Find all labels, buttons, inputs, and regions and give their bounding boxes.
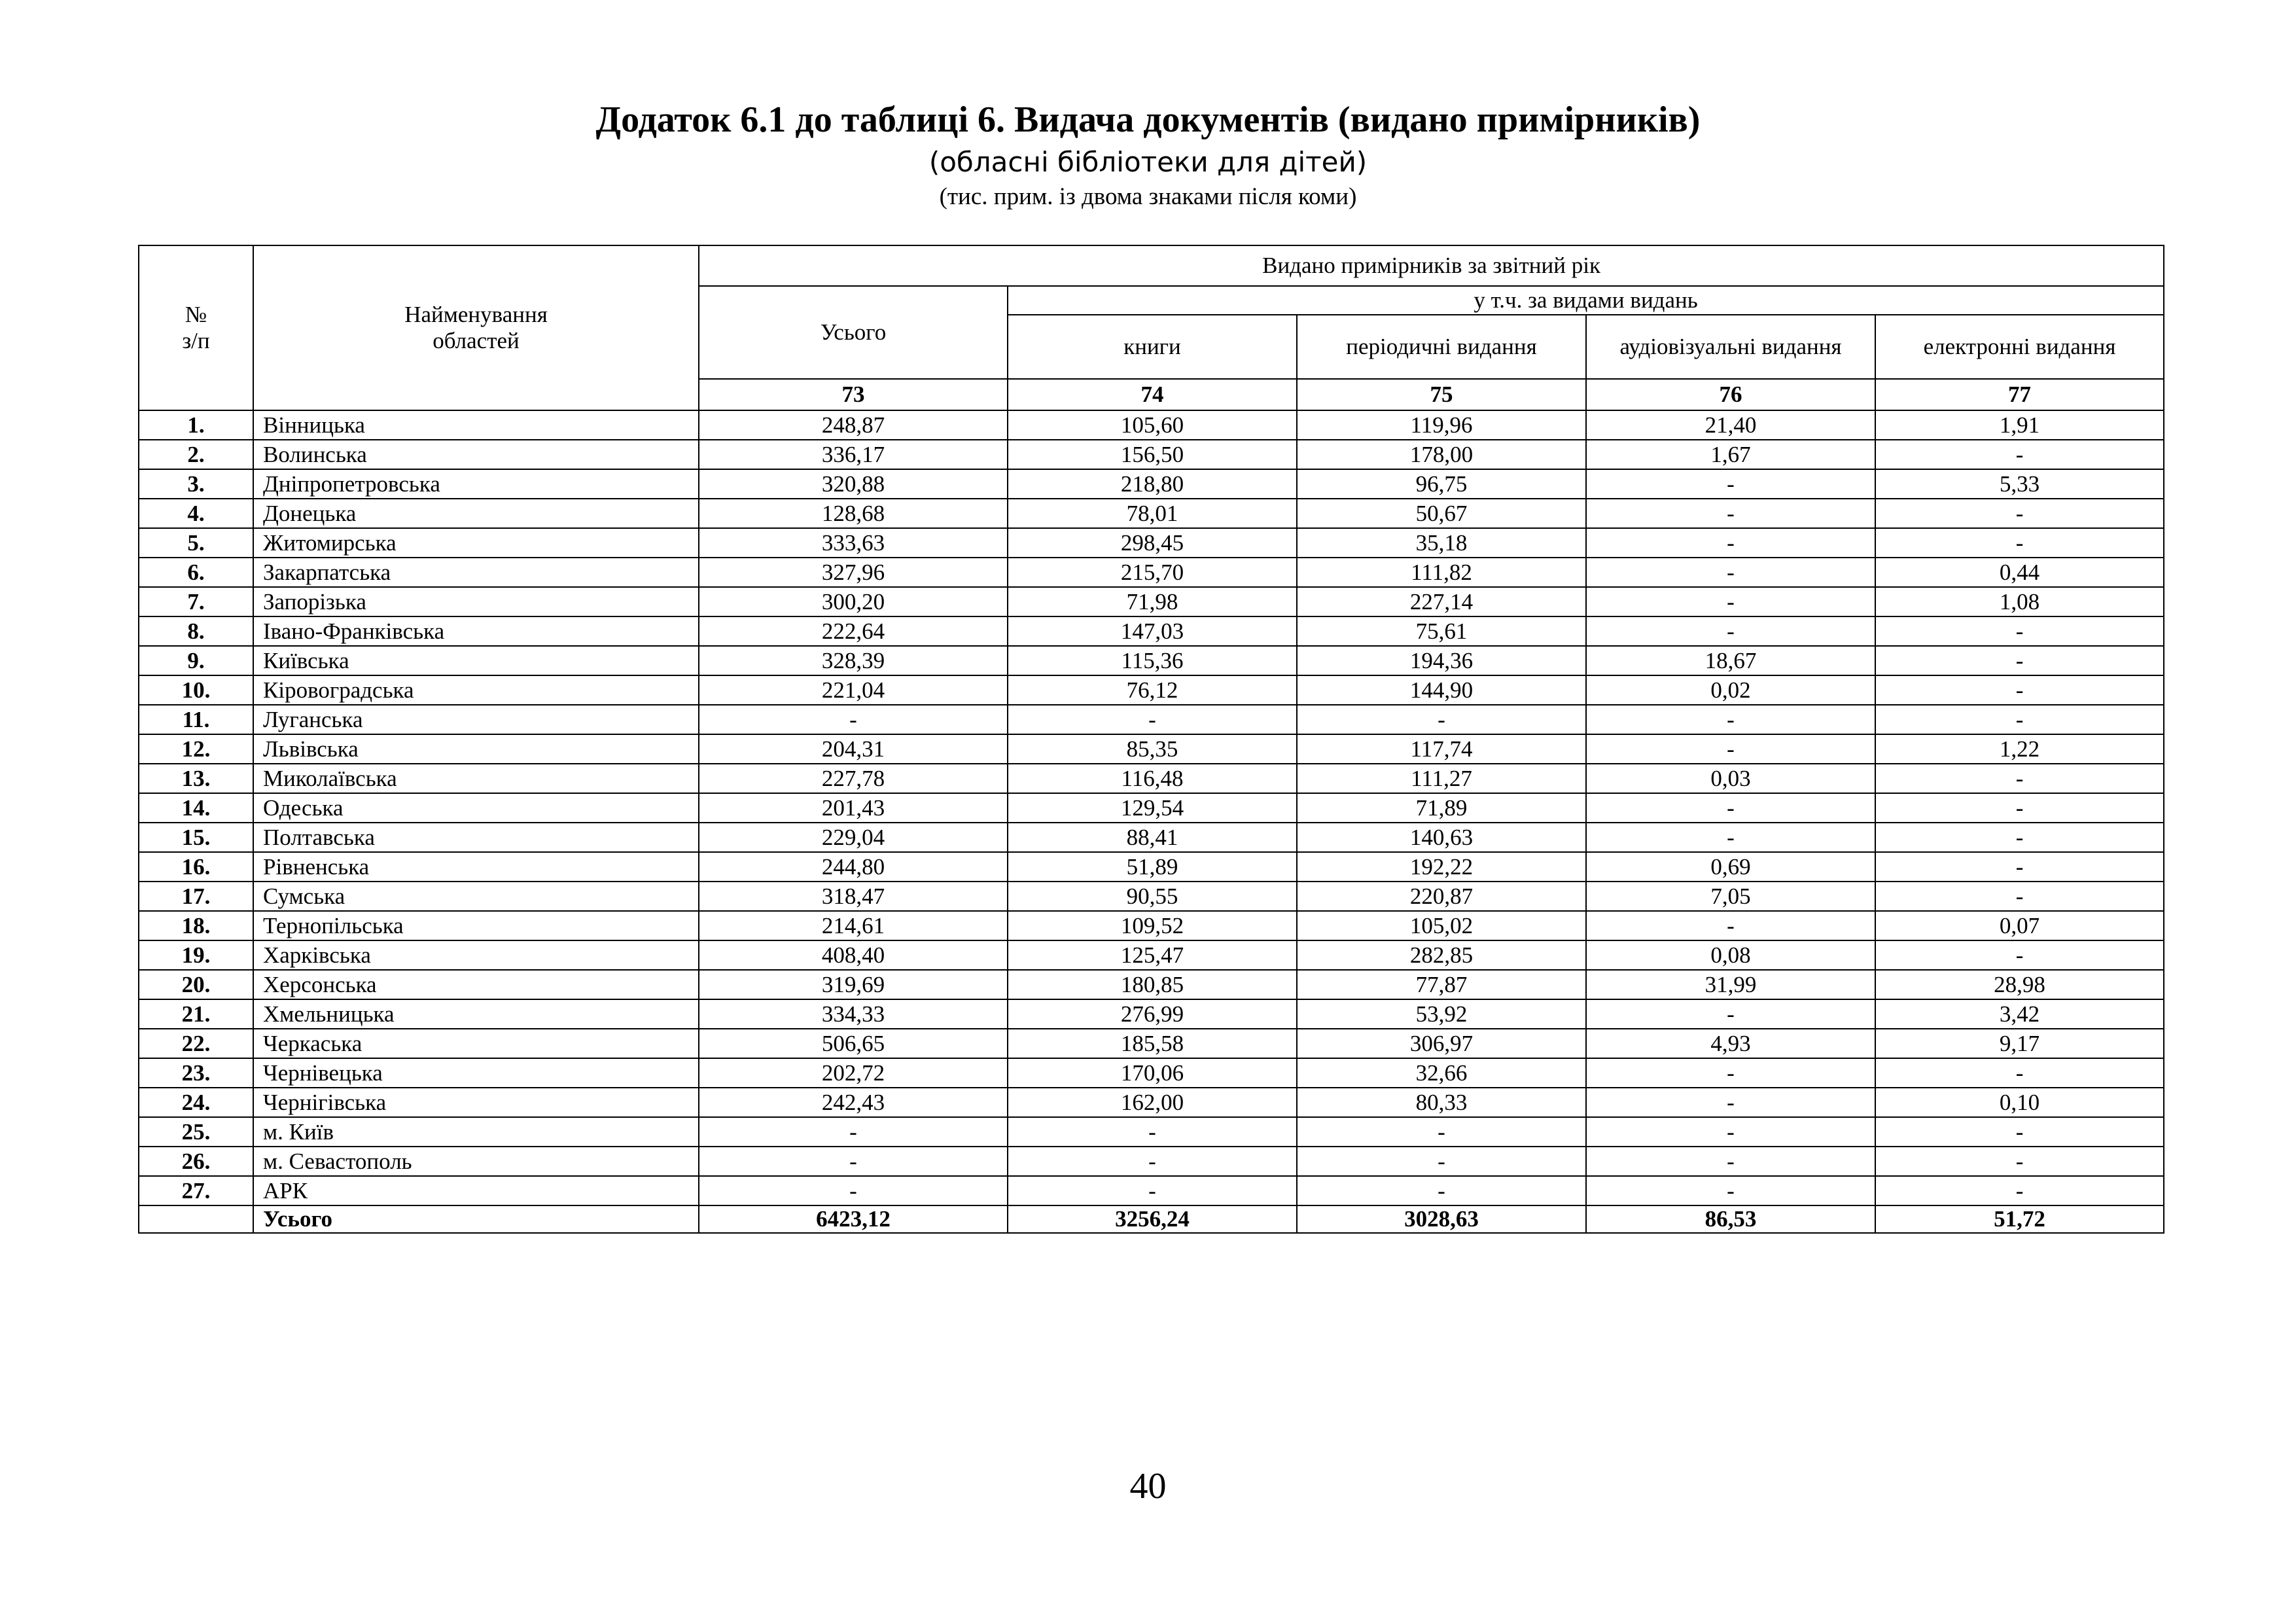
books-cell: 215,70 [1008, 558, 1297, 587]
col-number: 75 [1297, 379, 1586, 410]
periodicals-cell: 96,75 [1297, 469, 1586, 499]
region-name: Чернівецька [253, 1058, 699, 1088]
row-number: 25. [139, 1117, 253, 1147]
row-number: 6. [139, 558, 253, 587]
audiovisual-cell: 18,67 [1586, 646, 1875, 675]
row-number: 2. [139, 440, 253, 469]
table-row [139, 1117, 2164, 1147]
table-row [139, 646, 2164, 675]
region-name: Житомирська [253, 528, 699, 558]
books-cell: 298,45 [1008, 528, 1297, 558]
row-number: 12. [139, 734, 253, 764]
audiovisual-cell: 0,03 [1586, 764, 1875, 793]
col-number: 73 [699, 379, 1008, 410]
row-number: 19. [139, 940, 253, 970]
books-cell: 218,80 [1008, 469, 1297, 499]
row-number: 4. [139, 499, 253, 528]
row-number: 5. [139, 528, 253, 558]
table-row [139, 587, 2164, 616]
row-number: 7. [139, 587, 253, 616]
region-name: Кіровоградська [253, 675, 699, 705]
books-cell: 71,98 [1008, 587, 1297, 616]
region-name: Запорізька [253, 587, 699, 616]
books-cell: 116,48 [1008, 764, 1297, 793]
row-number: 10. [139, 675, 253, 705]
audiovisual-cell: - [1586, 705, 1875, 734]
region-name: Сумська [253, 882, 699, 911]
electronic-cell: 5,33 [1875, 469, 2164, 499]
row-number: 17. [139, 882, 253, 911]
row-number: 13. [139, 764, 253, 793]
region-name: АРК [253, 1176, 699, 1205]
row-number: 18. [139, 911, 253, 940]
electronic-cell: - [1875, 675, 2164, 705]
electronic-cell: 0,10 [1875, 1088, 2164, 1117]
total-cell: 204,31 [699, 734, 1008, 764]
table-row [139, 1058, 2164, 1088]
col-number: 74 [1008, 379, 1297, 410]
periodicals-cell: 77,87 [1297, 970, 1586, 999]
header-books: книги [1008, 315, 1297, 379]
table-row [139, 528, 2164, 558]
total-cell: 334,33 [699, 999, 1008, 1029]
books-cell: 162,00 [1008, 1088, 1297, 1117]
table-row [139, 705, 2164, 734]
header-total: Усього [699, 286, 1008, 379]
table-row [139, 1147, 2164, 1176]
electronic-cell: - [1875, 528, 2164, 558]
periodicals-cell: 71,89 [1297, 793, 1586, 823]
totals-audiovisual: 86,53 [1586, 1205, 1875, 1233]
audiovisual-cell: 7,05 [1586, 882, 1875, 911]
total-cell: 300,20 [699, 587, 1008, 616]
table-row [139, 440, 2164, 469]
electronic-cell: - [1875, 705, 2164, 734]
table-row [139, 940, 2164, 970]
region-name: Луганська [253, 705, 699, 734]
periodicals-cell: - [1297, 1176, 1586, 1205]
books-cell: 125,47 [1008, 940, 1297, 970]
region-name: Хмельницька [253, 999, 699, 1029]
periodicals-cell: 111,82 [1297, 558, 1586, 587]
periodicals-cell: 117,74 [1297, 734, 1586, 764]
totals-periodicals: 3028,63 [1297, 1205, 1586, 1233]
total-cell: 202,72 [699, 1058, 1008, 1088]
total-cell: - [699, 705, 1008, 734]
periodicals-cell: 178,00 [1297, 440, 1586, 469]
electronic-cell: - [1875, 793, 2164, 823]
row-number: 26. [139, 1147, 253, 1176]
total-cell: 201,43 [699, 793, 1008, 823]
table-row [139, 1176, 2164, 1205]
region-name: Херсонська [253, 970, 699, 999]
periodicals-cell: 75,61 [1297, 616, 1586, 646]
region-name: Волинська [253, 440, 699, 469]
electronic-cell: 1,91 [1875, 410, 2164, 440]
table-row [139, 764, 2164, 793]
books-cell: 129,54 [1008, 793, 1297, 823]
header-no: № з/п [139, 245, 253, 410]
totals-electronic: 51,72 [1875, 1205, 2164, 1233]
books-cell: 115,36 [1008, 646, 1297, 675]
electronic-cell: - [1875, 940, 2164, 970]
electronic-cell: - [1875, 823, 2164, 852]
periodicals-cell: 35,18 [1297, 528, 1586, 558]
audiovisual-cell: - [1586, 999, 1875, 1029]
region-name: м. Севастополь [253, 1147, 699, 1176]
total-cell: 229,04 [699, 823, 1008, 852]
audiovisual-cell: - [1586, 793, 1875, 823]
row-number: 20. [139, 970, 253, 999]
total-cell: - [699, 1147, 1008, 1176]
region-name: м. Київ [253, 1117, 699, 1147]
books-cell: 185,58 [1008, 1029, 1297, 1058]
periodicals-cell: 306,97 [1297, 1029, 1586, 1058]
electronic-cell: 9,17 [1875, 1029, 2164, 1058]
totals-total: 6423,12 [699, 1205, 1008, 1233]
row-number: 22. [139, 1029, 253, 1058]
periodicals-cell: 53,92 [1297, 999, 1586, 1029]
audiovisual-cell: - [1586, 587, 1875, 616]
books-cell: 109,52 [1008, 911, 1297, 940]
total-cell: 319,69 [699, 970, 1008, 999]
audiovisual-cell: 31,99 [1586, 970, 1875, 999]
books-cell: 180,85 [1008, 970, 1297, 999]
region-name: Вінницька [253, 410, 699, 440]
electronic-cell: - [1875, 882, 2164, 911]
header-by-type: у т.ч. за видами видань [1008, 286, 2164, 315]
totals-row [139, 1205, 2164, 1233]
region-name: Харківська [253, 940, 699, 970]
periodicals-cell: 50,67 [1297, 499, 1586, 528]
table-row [139, 1088, 2164, 1117]
row-number: 24. [139, 1088, 253, 1117]
periodicals-cell: 105,02 [1297, 911, 1586, 940]
books-cell: 76,12 [1008, 675, 1297, 705]
region-name: Київська [253, 646, 699, 675]
total-cell: 248,87 [699, 410, 1008, 440]
audiovisual-cell: - [1586, 528, 1875, 558]
audiovisual-cell: 4,93 [1586, 1029, 1875, 1058]
total-cell: 327,96 [699, 558, 1008, 587]
electronic-cell: 3,42 [1875, 999, 2164, 1029]
electronic-cell: - [1875, 499, 2164, 528]
periodicals-cell: 192,22 [1297, 852, 1586, 882]
books-cell: 78,01 [1008, 499, 1297, 528]
region-name: Миколаївська [253, 764, 699, 793]
total-cell: 408,40 [699, 940, 1008, 970]
total-cell: 244,80 [699, 852, 1008, 882]
units-note: (тис. прим. із двома знаками після коми) [939, 183, 1357, 210]
books-cell: 85,35 [1008, 734, 1297, 764]
electronic-cell: - [1875, 1147, 2164, 1176]
books-cell: 88,41 [1008, 823, 1297, 852]
total-cell: 222,64 [699, 616, 1008, 646]
books-cell: 51,89 [1008, 852, 1297, 882]
total-cell: 128,68 [699, 499, 1008, 528]
row-number: 16. [139, 852, 253, 882]
row-number: 14. [139, 793, 253, 823]
electronic-cell: - [1875, 440, 2164, 469]
periodicals-cell: 111,27 [1297, 764, 1586, 793]
periodicals-cell: 32,66 [1297, 1058, 1586, 1088]
row-number: 9. [139, 646, 253, 675]
header-issued: Видано примірників за звітний рік [699, 245, 2164, 286]
row-number: 21. [139, 999, 253, 1029]
table-body [139, 410, 2164, 1205]
periodicals-cell: - [1297, 1117, 1586, 1147]
header-periodicals: періодичні видання [1297, 315, 1586, 379]
table-row [139, 882, 2164, 911]
periodicals-cell: 119,96 [1297, 410, 1586, 440]
periodicals-cell: - [1297, 705, 1586, 734]
region-name: Чернігівська [253, 1088, 699, 1117]
table-row [139, 1029, 2164, 1058]
audiovisual-cell: - [1586, 558, 1875, 587]
total-cell: - [699, 1117, 1008, 1147]
books-cell: 90,55 [1008, 882, 1297, 911]
region-name: Львівська [253, 734, 699, 764]
page-title: Додаток 6.1 до таблиці 6. Видача документів (видано примірників) [595, 99, 1701, 140]
electronic-cell: - [1875, 1176, 2164, 1205]
total-cell: 318,47 [699, 882, 1008, 911]
table-row [139, 823, 2164, 852]
periodicals-cell: 140,63 [1297, 823, 1586, 852]
audiovisual-cell: - [1586, 1058, 1875, 1088]
periodicals-cell: 220,87 [1297, 882, 1586, 911]
region-name: Черкаська [253, 1029, 699, 1058]
row-number: 11. [139, 705, 253, 734]
row-number: 27. [139, 1176, 253, 1205]
books-cell: 276,99 [1008, 999, 1297, 1029]
audiovisual-cell: 0,02 [1586, 675, 1875, 705]
table-row [139, 852, 2164, 882]
row-number: 15. [139, 823, 253, 852]
books-cell: 147,03 [1008, 616, 1297, 646]
row-number: 23. [139, 1058, 253, 1088]
row-number: 1. [139, 410, 253, 440]
totals-books: 3256,24 [1008, 1205, 1297, 1233]
audiovisual-cell: - [1586, 499, 1875, 528]
table-row [139, 499, 2164, 528]
region-name: Дніпропетровська [253, 469, 699, 499]
periodicals-cell: 227,14 [1297, 587, 1586, 616]
audiovisual-cell: - [1586, 1117, 1875, 1147]
region-name: Полтавська [253, 823, 699, 852]
region-name: Рівненська [253, 852, 699, 882]
table-row [139, 793, 2164, 823]
audiovisual-cell: - [1586, 616, 1875, 646]
audiovisual-cell: 0,69 [1586, 852, 1875, 882]
audiovisual-cell: - [1586, 1147, 1875, 1176]
total-cell: 320,88 [699, 469, 1008, 499]
region-name: Одеська [253, 793, 699, 823]
total-cell: 221,04 [699, 675, 1008, 705]
books-cell: 170,06 [1008, 1058, 1297, 1088]
books-cell: 156,50 [1008, 440, 1297, 469]
total-cell: 328,39 [699, 646, 1008, 675]
table-row [139, 558, 2164, 587]
periodicals-cell: 144,90 [1297, 675, 1586, 705]
electronic-cell: 1,08 [1875, 587, 2164, 616]
totals-label: Усього [253, 1205, 699, 1233]
electronic-cell: - [1875, 852, 2164, 882]
audiovisual-cell: - [1586, 823, 1875, 852]
total-cell: 333,63 [699, 528, 1008, 558]
electronic-cell: 0,07 [1875, 911, 2164, 940]
col-number: 76 [1586, 379, 1875, 410]
header-electronic: електронні видання [1875, 315, 2164, 379]
electronic-cell: - [1875, 1117, 2164, 1147]
audiovisual-cell: 1,67 [1586, 440, 1875, 469]
col-number: 77 [1875, 379, 2164, 410]
electronic-cell: 0,44 [1875, 558, 2164, 587]
header-audiovisual: аудіовізуальні видання [1586, 315, 1875, 379]
page-subtitle: (обласні бібліотеки для дітей) [928, 146, 1368, 178]
periodicals-cell: 194,36 [1297, 646, 1586, 675]
table-row [139, 911, 2164, 940]
books-cell: - [1008, 1176, 1297, 1205]
electronic-cell: - [1875, 764, 2164, 793]
row-number: 3. [139, 469, 253, 499]
table-row [139, 469, 2164, 499]
periodicals-cell: 80,33 [1297, 1088, 1586, 1117]
table-row [139, 616, 2164, 646]
total-cell: 336,17 [699, 440, 1008, 469]
electronic-cell: - [1875, 646, 2164, 675]
total-cell: 506,65 [699, 1029, 1008, 1058]
audiovisual-cell: - [1586, 469, 1875, 499]
audiovisual-cell: 0,08 [1586, 940, 1875, 970]
books-cell: - [1008, 705, 1297, 734]
periodicals-cell: 282,85 [1297, 940, 1586, 970]
electronic-cell: 28,98 [1875, 970, 2164, 999]
table-row [139, 999, 2164, 1029]
electronic-cell: - [1875, 1058, 2164, 1088]
audiovisual-cell: - [1586, 1088, 1875, 1117]
periodicals-cell: - [1297, 1147, 1586, 1176]
page-number: 40 [1129, 1466, 1167, 1507]
region-name: Донецька [253, 499, 699, 528]
region-name: Івано-Франківська [253, 616, 699, 646]
table-row [139, 675, 2164, 705]
books-cell: - [1008, 1117, 1297, 1147]
row-number: 8. [139, 616, 253, 646]
audiovisual-cell: - [1586, 1176, 1875, 1205]
audiovisual-cell: - [1586, 911, 1875, 940]
total-cell: 214,61 [699, 911, 1008, 940]
table-row [139, 410, 2164, 440]
totals-no [139, 1205, 253, 1233]
audiovisual-cell: - [1586, 734, 1875, 764]
books-cell: - [1008, 1147, 1297, 1176]
audiovisual-cell: 21,40 [1586, 410, 1875, 440]
issuance-table [138, 245, 2164, 1234]
table-row [139, 970, 2164, 999]
electronic-cell: - [1875, 616, 2164, 646]
total-cell: 227,78 [699, 764, 1008, 793]
books-cell: 105,60 [1008, 410, 1297, 440]
region-name: Закарпатська [253, 558, 699, 587]
electronic-cell: 1,22 [1875, 734, 2164, 764]
table-row [139, 734, 2164, 764]
total-cell: - [699, 1176, 1008, 1205]
header-region: Найменування областей [253, 245, 699, 410]
total-cell: 242,43 [699, 1088, 1008, 1117]
region-name: Тернопільська [253, 911, 699, 940]
